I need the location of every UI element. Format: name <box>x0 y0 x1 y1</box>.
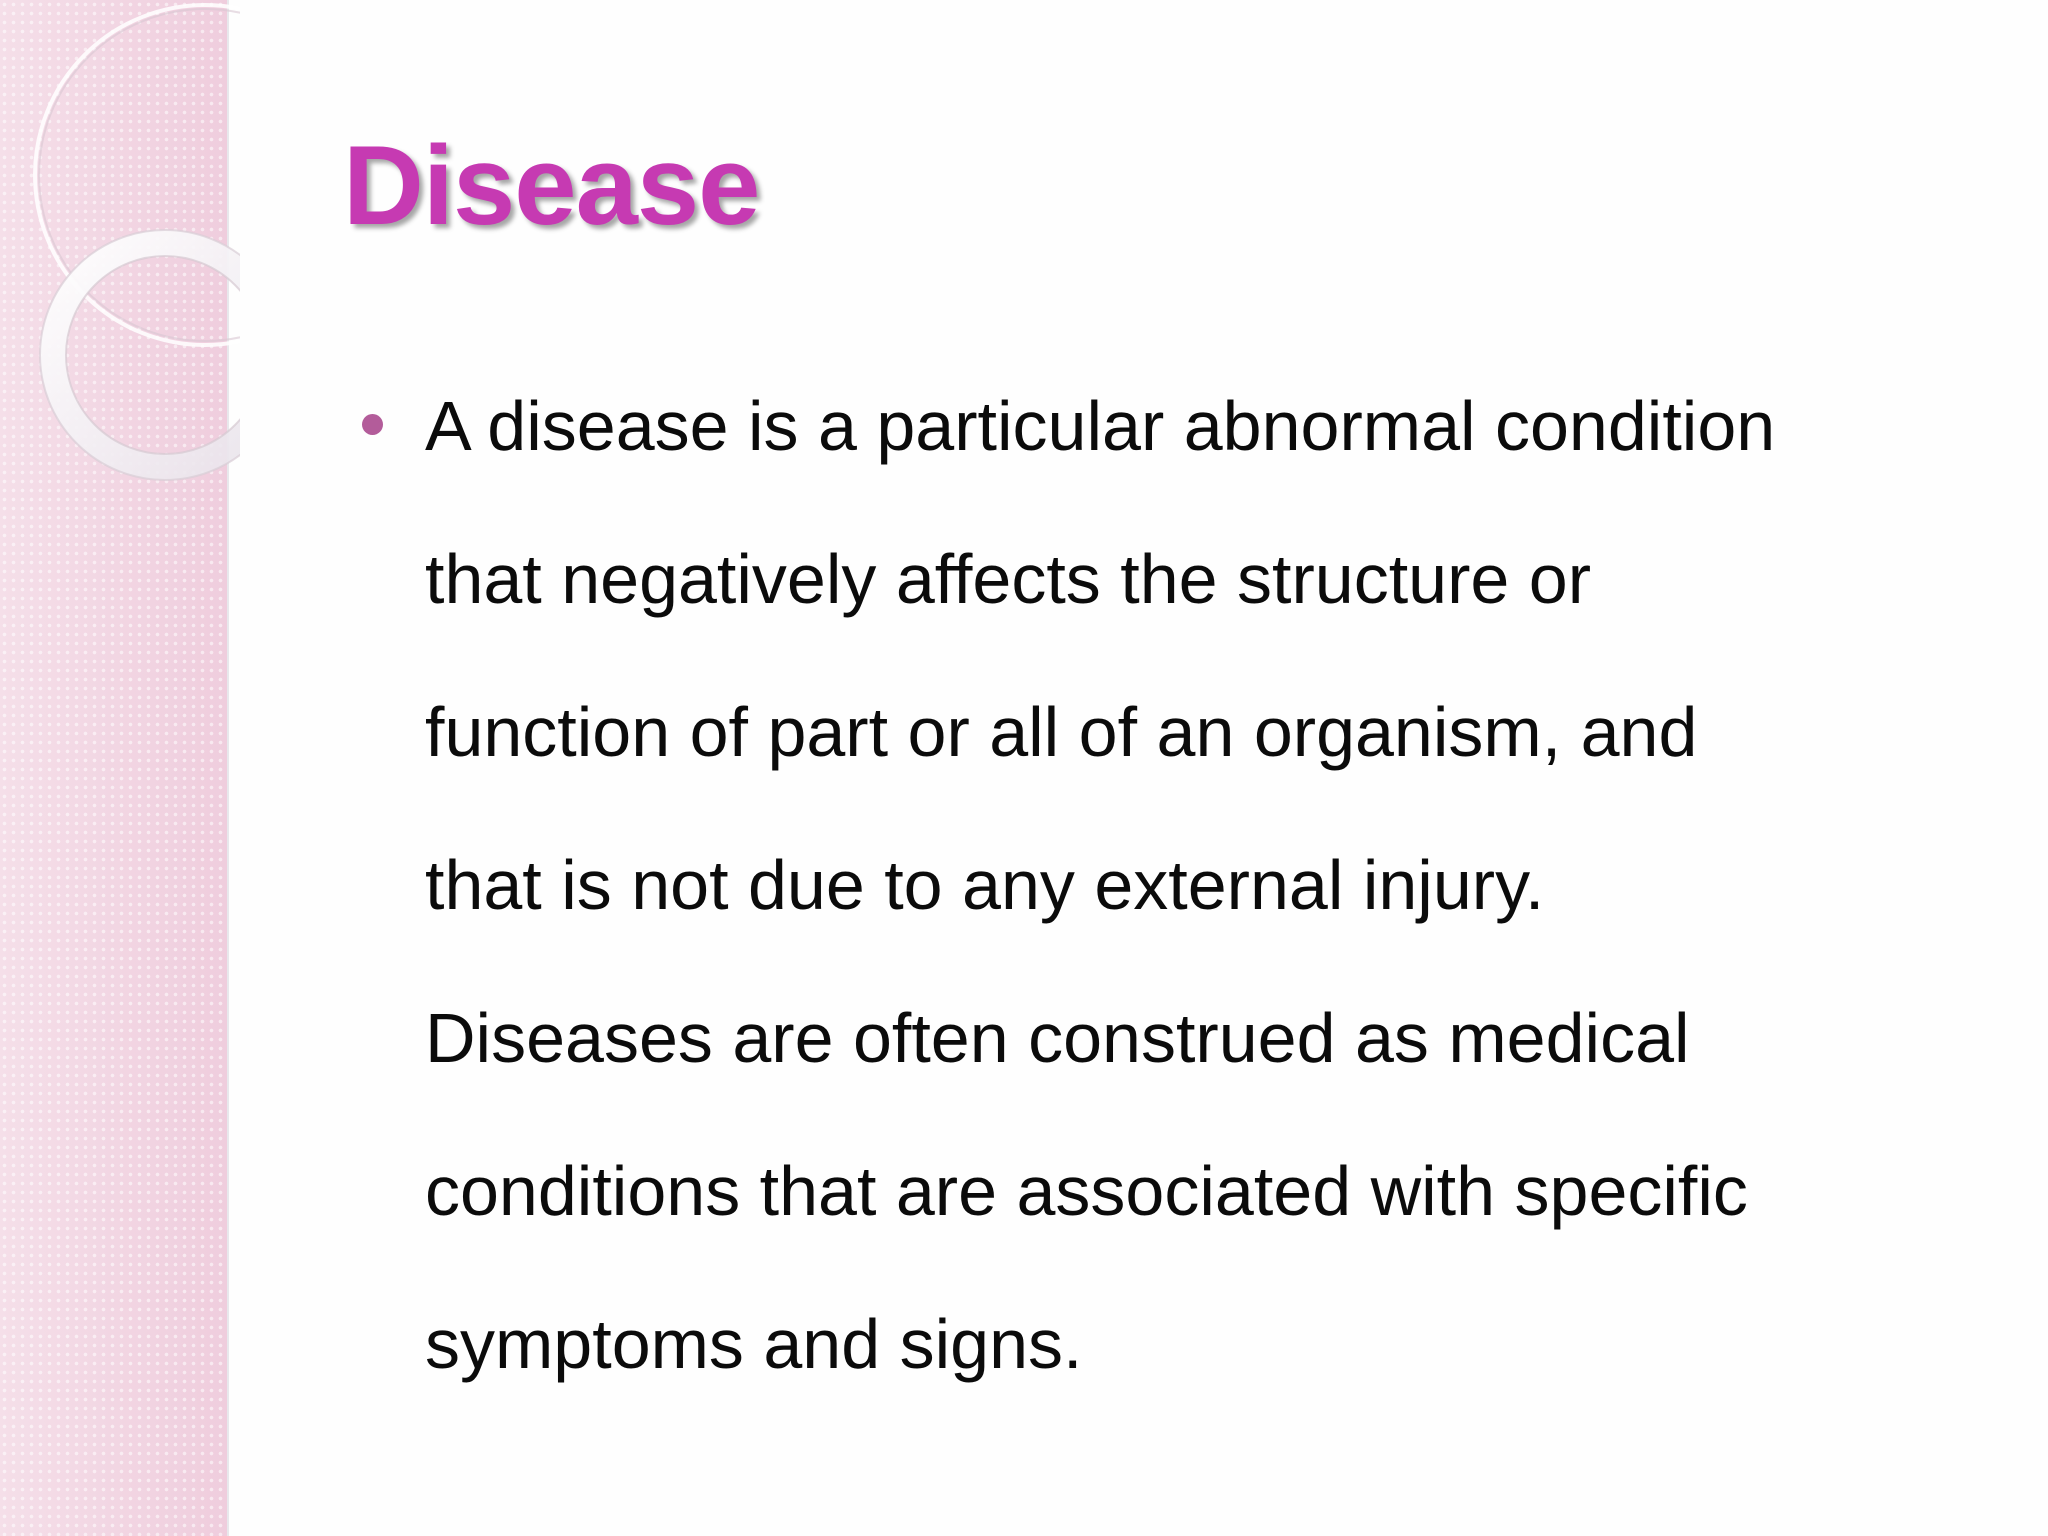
small-ring <box>53 243 240 467</box>
bullet-line: conditions that are associated with specific <box>425 1152 1748 1230</box>
bullet-paragraph <box>425 350 2025 1421</box>
bullet-line: Diseases are often construed as medical <box>425 999 1690 1077</box>
bullet-line: symptoms and signs. <box>425 1305 1083 1383</box>
bullet-line: function of part or all of an organism, and <box>425 693 1698 771</box>
slide-title: Disease <box>343 123 760 248</box>
decorative-rings-graphic <box>0 0 240 520</box>
bullet-line: A disease is a particular abnormal condition <box>425 387 1776 465</box>
bullet-line: that is not due to any external injury. <box>425 846 1545 924</box>
bullet-icon <box>362 414 383 435</box>
bullet-line: that negatively affects the structure or <box>425 540 1592 618</box>
